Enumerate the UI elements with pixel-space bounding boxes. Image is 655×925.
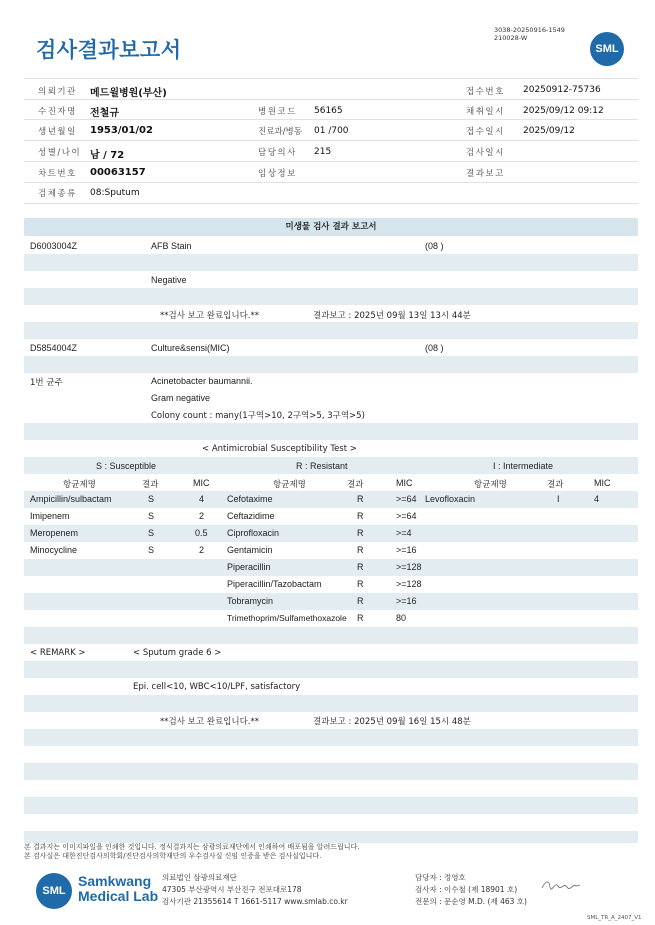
col2-mic-header: MIC <box>396 478 413 488</box>
section-title: 미생물 검사 결과 보고서 <box>24 218 638 236</box>
ast-result: R <box>357 596 364 606</box>
gram-stain: Gram negative <box>151 393 211 403</box>
sputum-grade: < Sputum grade 6 > <box>133 648 222 658</box>
ast-result: I <box>557 494 560 504</box>
ast-drug: Piperacillin <box>227 562 271 572</box>
test-date-label: 검사일시 <box>466 148 505 158</box>
ast-drug: Ceftazidime <box>227 511 275 521</box>
afb-code: D6003004Z <box>30 241 78 251</box>
receipt-no-value: 20250912-75736 <box>523 85 601 95</box>
receipt-date-label: 접수일시 <box>466 127 505 137</box>
culture-code: D5854004Z <box>30 343 78 353</box>
remark-complete: **검사 보고 완료입니다.** <box>160 717 260 727</box>
logo-text: SML <box>595 43 619 55</box>
chart-no-label: 차트번호 <box>38 169 77 179</box>
brand-line1: Samkwang <box>78 873 152 889</box>
ast-title: < Antimicrobial Susceptibility Test > <box>202 444 357 454</box>
ast-mic: 80 <box>396 613 407 623</box>
organism-name: Acinetobacter baumannii. <box>151 376 253 386</box>
sml-logo <box>590 32 624 66</box>
ast-mic: >=64 <box>396 494 417 504</box>
ast-result: S <box>148 528 155 538</box>
receipt-date-value: 2025/09/12 <box>523 126 575 136</box>
ast-drug: Trimethoprim/Sulfamethoxazole <box>227 613 347 623</box>
ast-result: S <box>148 511 155 521</box>
ast-drug: Minocycline <box>30 545 78 555</box>
dept-label: 진료과/병동 <box>258 127 302 137</box>
hospital-code-value: 56165 <box>314 106 343 116</box>
col1-mic-header: MIC <box>193 478 210 488</box>
ast-mic: >=16 <box>396 545 417 555</box>
afb-name: AFB Stain <box>151 241 192 251</box>
page-title: 검사결과보고서 <box>36 38 182 62</box>
manager: 담당자 : 정영호 <box>415 873 466 882</box>
receipt-no-label: 접수번호 <box>466 87 505 97</box>
ast-mic: 4 <box>199 494 205 504</box>
organism-label: 1번 균주 <box>30 378 63 388</box>
afb-specimen: (08 ) <box>425 241 444 251</box>
legend-susceptible: S : Susceptible <box>96 461 157 471</box>
doctor-value: 215 <box>314 147 332 157</box>
form-code: SML_TR_A_2407_V1 <box>587 915 642 921</box>
institution-value: 메드윌병원(부산) <box>90 88 167 99</box>
recipient-value: 전철규 <box>90 108 119 119</box>
culture-name: Culture&sensi(MIC) <box>151 343 230 353</box>
ast-mic: >=4 <box>396 528 412 538</box>
brand-logo-text: SML <box>42 885 66 897</box>
colony-count: Colony count : many(1구역>10, 2구역>5, 3구역>5) <box>151 411 365 421</box>
ast-drug: Tobramycin <box>227 596 274 606</box>
ast-drug: Meropenem <box>30 528 79 538</box>
ast-drug: Cefotaxime <box>227 494 273 504</box>
ast-drug: Ampicillin/sulbactam <box>30 494 112 504</box>
collect-date-value: 2025/09/12 09:12 <box>523 106 604 116</box>
col1-result-header: 결과 <box>142 480 159 490</box>
ast-drug: Ciprofloxacin <box>227 528 280 538</box>
remark-report-time: 결과보고 : 2025년 09월 16일 15시 48분 <box>313 717 471 727</box>
notice-accreditation: 본 검사실은 대한진단검사의학회/진단검사의학재단의 우수검사실 신임 인증을 받은 검사실입니다. <box>24 852 322 860</box>
samkwang-logo <box>36 873 72 909</box>
ast-mic: 2 <box>199 511 205 521</box>
ast-drug: Piperacillin/Tazobactam <box>227 579 322 589</box>
brand-line2: Medical Lab <box>78 888 159 904</box>
culture-specimen: (08 ) <box>425 343 444 353</box>
hospital-code-label: 병원코드 <box>258 107 297 117</box>
specimen-label: 검체종류 <box>38 189 77 199</box>
ast-mic: >=16 <box>396 596 417 606</box>
col1-drug-header: 항균제명 <box>63 480 96 490</box>
collect-date-label: 채취일시 <box>466 107 505 117</box>
tester: 검사자 : 이수철 (제 18901 호) <box>415 885 518 894</box>
afb-complete: **검사 보고 완료입니다.** <box>160 311 260 321</box>
ast-mic: 2 <box>199 545 205 555</box>
ast-drug: Levofloxacin <box>425 494 476 504</box>
ast-result: R <box>357 579 364 589</box>
ast-result: S <box>148 494 155 504</box>
chart-no-value: 00063157 <box>90 167 146 178</box>
remark-label: < REMARK > <box>30 648 86 658</box>
sex-age-label: 성별/나이 <box>38 148 82 158</box>
ast-result: R <box>357 494 364 504</box>
ast-result: R <box>357 528 364 538</box>
col3-drug-header: 항균제명 <box>474 480 507 490</box>
org-contact: 검사기관 21355614 T 1661-5117 www.smlab.co.kr <box>162 897 348 906</box>
ast-mic: 0.5 <box>195 528 208 538</box>
org-address: 47305 부산광역시 부산진구 전포대로178 <box>162 885 302 894</box>
institution-label: 의뢰기관 <box>38 87 77 97</box>
specimen-value: 08:Sputum <box>90 188 140 198</box>
dept-value: 01 /700 <box>314 126 349 136</box>
recipient-label: 수진자명 <box>38 107 77 117</box>
afb-report-time: 결과보고 : 2025년 09월 13일 13시 44분 <box>313 311 471 321</box>
doctor-label: 담당의사 <box>258 148 297 158</box>
afb-result: Negative <box>151 275 187 285</box>
report-date-label: 결과보고 <box>466 169 505 179</box>
sex-age-value: 남 / 72 <box>90 150 125 161</box>
document-id-line2: 210028-W <box>494 34 528 42</box>
col3-result-header: 결과 <box>547 480 564 490</box>
birth-label: 생년월일 <box>38 127 77 137</box>
ast-drug: Imipenem <box>30 511 70 521</box>
ast-mic: >=128 <box>396 562 422 572</box>
org-name: 의료법인 삼광의료재단 <box>162 873 237 882</box>
brand-name <box>78 874 158 904</box>
ast-result: R <box>357 613 364 623</box>
document-id <box>494 26 565 42</box>
col3-mic-header: MIC <box>594 478 611 488</box>
legend-resistant: R : Resistant <box>296 461 348 471</box>
col2-result-header: 결과 <box>347 480 364 490</box>
notice-image: 본 결과지는 이미지파일을 인쇄한 것입니다. 정식결과지는 삼광의료재단에서 인쇄하여 배포됨을 알려드립니다. <box>24 843 360 851</box>
signature <box>540 878 582 892</box>
ast-mic: >=64 <box>396 511 417 521</box>
ast-mic: 4 <box>594 494 600 504</box>
specialist: 전문의 : 문순영 M.D. (제 463 호) <box>415 897 527 906</box>
ast-result: R <box>357 511 364 521</box>
ast-result: R <box>357 562 364 572</box>
birth-value: 1953/01/02 <box>90 125 153 136</box>
ast-result: R <box>357 545 364 555</box>
legend-intermediate: I : Intermediate <box>493 461 554 471</box>
clinical-label: 임상정보 <box>258 169 297 179</box>
document-id-line1: 3038-20250916-1549 <box>494 26 565 34</box>
ast-mic: >=128 <box>396 579 422 589</box>
col2-drug-header: 항균제명 <box>273 480 306 490</box>
ast-drug: Gentamicin <box>227 545 273 555</box>
remark-detail: Epi. cell<10, WBC<10/LPF, satisfactory <box>133 682 301 692</box>
ast-result: S <box>148 545 155 555</box>
